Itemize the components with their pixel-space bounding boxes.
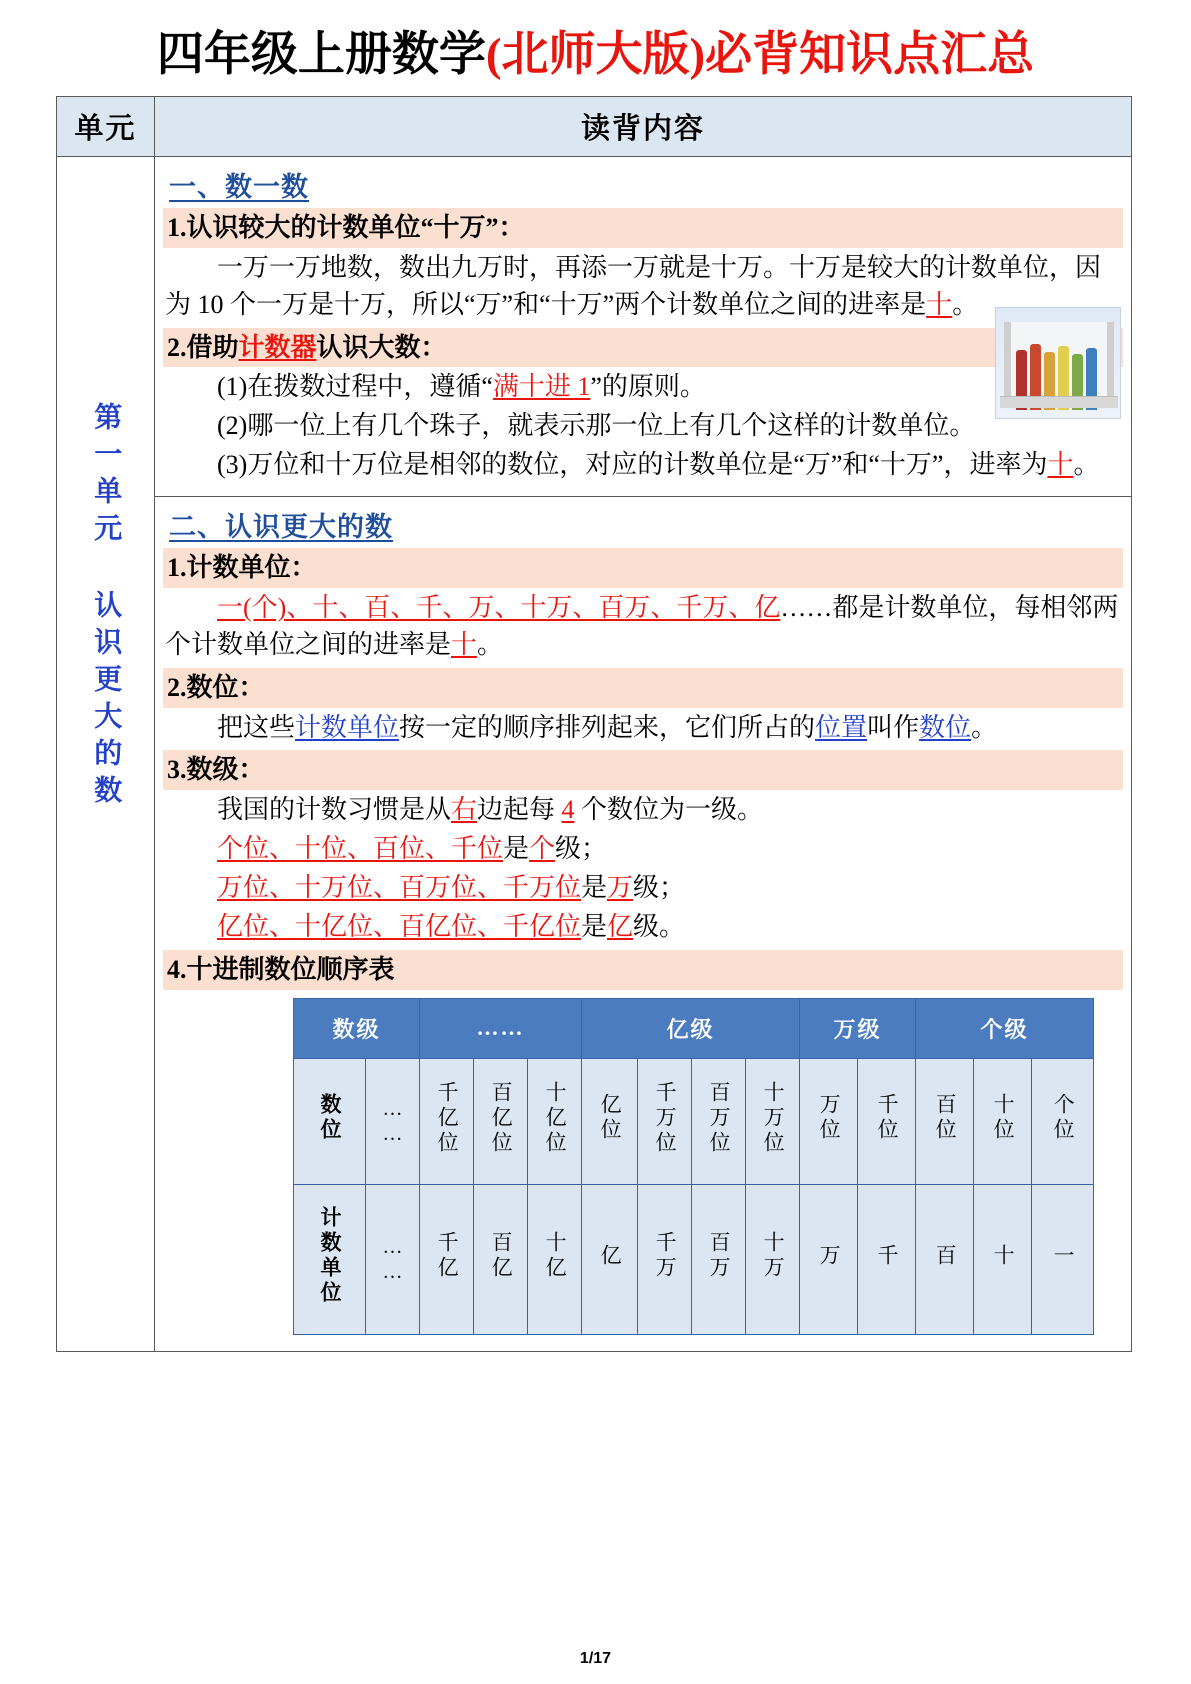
count-unit-5: 千万 xyxy=(638,1184,692,1334)
place-table-row-unit xyxy=(294,1184,1094,1334)
row-label-unit: 计数单位 xyxy=(294,1184,366,1334)
count-unit-11: 十 xyxy=(974,1184,1032,1334)
count-unit-12: 一 xyxy=(1032,1184,1094,1334)
section-2-block-5: 我国的计数习惯是从右边起每 4 个数位为一级。 xyxy=(217,795,764,825)
digit-place-2: 百亿位 xyxy=(474,1058,528,1184)
section-1 xyxy=(155,157,1131,497)
table-row xyxy=(57,157,1132,1352)
title-part-3: 必背知识点汇总 xyxy=(705,29,1035,81)
digit-place-5: 千万位 xyxy=(638,1058,692,1184)
section-1-block-1: 一万一万地数，数出九万时，再添一万就是十万。十万是较大的计数单位，因为 10 个一万是十万，所以“万”和“十万”两个计数单位之间的进率是十。 xyxy=(165,252,1102,319)
section-1-heading: 一、数一数 xyxy=(169,172,309,203)
section-2-block-4: 3.数级： xyxy=(163,750,1123,790)
section-2 xyxy=(155,497,1131,1351)
count-unit-8: 万 xyxy=(800,1184,858,1334)
table-header-row xyxy=(57,97,1132,157)
section-2-block-0: 1.计数单位： xyxy=(163,548,1123,588)
header-unit: 单元 xyxy=(57,97,155,157)
place-table-header-row xyxy=(294,998,1094,1058)
section-2-block-1: 一(个)、十、百、千、万、十万、百万、千万、亿……都是计数单位，每相邻两个计数单位之间的进率是十。 xyxy=(165,592,1119,659)
title-part-1: 四年级上册数学 xyxy=(156,29,486,81)
content-cell xyxy=(155,157,1132,1352)
row-label-digit: 数位 xyxy=(294,1058,366,1184)
place-header-group-2: 万级 xyxy=(800,998,916,1058)
section-2-block-8: 亿位、十亿位、百亿位、千亿位是亿级。 xyxy=(217,912,686,941)
place-value-table-wrap xyxy=(163,992,1123,1341)
digit-place-7: 十万位 xyxy=(746,1058,800,1184)
count-unit-2: 百亿 xyxy=(474,1184,528,1334)
digit-place-10: 百位 xyxy=(916,1058,974,1184)
section-2-block-7: 万位、十万位、百万位、千万位是万级； xyxy=(217,873,686,903)
place-value-table xyxy=(293,998,1094,1335)
section-2-block-9: 4.十进制数位顺序表 xyxy=(163,950,1123,990)
digit-place-12: 个位 xyxy=(1032,1058,1094,1184)
digit-place-3: 十亿位 xyxy=(528,1058,582,1184)
count-unit-7: 十万 xyxy=(746,1184,800,1334)
section-1-block-2: 2.借助计数器认识大数： xyxy=(163,328,1123,368)
place-header-group-1: 亿级 xyxy=(582,998,800,1058)
digit-place-8: 万位 xyxy=(800,1058,858,1184)
digit-place-4: 亿位 xyxy=(582,1058,638,1184)
page-title xyxy=(56,28,1135,82)
section-1-block-5: (3)万位和十万位是相邻的数位，对应的计数单位是“万”和“十万”，进率为十。 xyxy=(217,450,1100,480)
section-1-block-0: 1.认识较大的计数单位“十万”： xyxy=(163,208,1123,248)
unit-cell xyxy=(57,157,155,1352)
count-unit-4: 亿 xyxy=(582,1184,638,1334)
section-2-heading: 二、认识更大的数 xyxy=(169,512,393,543)
count-unit-9: 千 xyxy=(858,1184,916,1334)
section-2-block-6: 个位、十位、百位、千位是个级； xyxy=(217,834,608,864)
page-number: 1/17 xyxy=(579,1650,612,1667)
knowledge-table xyxy=(56,96,1132,1352)
count-unit-10: 百 xyxy=(916,1184,974,1334)
place-header-group-0: …… xyxy=(420,998,582,1058)
digit-place-0: … … xyxy=(366,1058,420,1184)
count-unit-0: … … xyxy=(366,1184,420,1334)
count-unit-6: 百万 xyxy=(692,1184,746,1334)
section-2-block-2: 2.数位： xyxy=(163,668,1123,708)
count-unit-3: 十亿 xyxy=(528,1184,582,1334)
count-unit-1: 千亿 xyxy=(420,1184,474,1334)
abacus-photo xyxy=(995,307,1121,419)
section-2-block-3: 把这些计数单位按一定的顺序排列起来，它们所占的位置叫作数位。 xyxy=(217,712,998,742)
digit-place-6: 百万位 xyxy=(692,1058,746,1184)
unit-label: 第一单元 认识更大的数 xyxy=(90,402,122,813)
place-header-group-3: 个级 xyxy=(916,998,1094,1058)
digit-place-11: 十位 xyxy=(974,1058,1032,1184)
place-header-group-label: 数级 xyxy=(294,998,420,1058)
header-content: 读背内容 xyxy=(155,97,1132,157)
section-1-block-3: (1)在拨数过程中，遵循“满十进 1”的原则。 xyxy=(217,372,706,402)
place-table-row-digit xyxy=(294,1058,1094,1184)
digit-place-9: 千位 xyxy=(858,1058,916,1184)
digit-place-1: 千亿位 xyxy=(420,1058,474,1184)
section-1-block-4: (2)哪一位上有几个珠子，就表示那一位上有几个这样的计数单位。 xyxy=(217,411,976,441)
title-part-2: (北师大版) xyxy=(485,29,706,81)
